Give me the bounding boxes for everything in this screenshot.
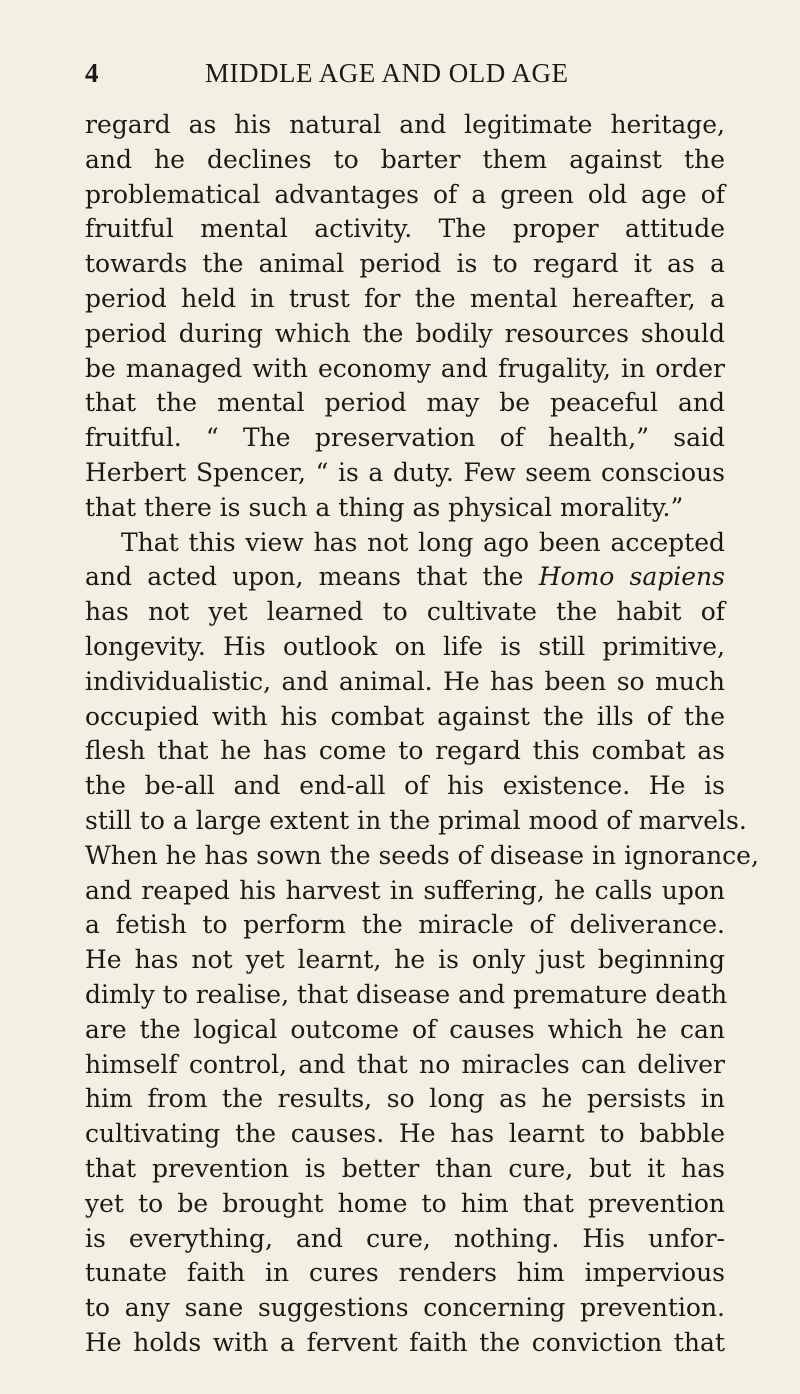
text-line: When he has sown the seeds of disease in ignorance, (85, 840, 759, 870)
text-line: is everything, and cure, nothing. His unfor- (85, 1223, 725, 1253)
text-line: still to a large extent in the primal mood of marvels. (85, 805, 747, 835)
text-line: and reaped his harvest in suffering, he calls upon (85, 875, 725, 905)
running-header (85, 58, 725, 92)
running-title: MIDDLE AGE AND OLD AGE (205, 58, 569, 88)
text-line: period held in trust for the mental hereafter, a (85, 283, 725, 313)
text-line: occupied with his combat against the ills of the (85, 701, 725, 731)
body-text (85, 108, 759, 1361)
text-line: be managed with economy and frugality, in order (85, 353, 725, 383)
text-line: regard as his natural and legitimate heritage, (85, 110, 725, 139)
text-line: that prevention is better than cure, but it has (85, 1153, 725, 1183)
text-line: fruitful. “ The preservation of health,” said (85, 423, 725, 453)
text-line: tunate faith in cures renders him impervious (85, 1258, 725, 1288)
text-line: He has not yet learnt, he is only just beginning (85, 945, 725, 975)
text-line: that there is such a thing as physical morality.” (85, 492, 684, 522)
text-line: yet to be brought home to him that prevention (85, 1188, 725, 1218)
text-line: He holds with a fervent faith the conviction that (85, 1327, 725, 1357)
text-line: dimly to realise, that disease and premature death (85, 979, 728, 1009)
text-line: fruitful mental activity. The proper attitude (85, 214, 725, 244)
text-line: That this view has not long ago been accepted (121, 527, 725, 557)
text-line: to any sane suggestions concerning prevention. (85, 1293, 725, 1323)
text-line: Herbert Spencer, “ is a duty. Few seem conscious (85, 457, 725, 487)
text-line: that the mental period may be peaceful and (85, 388, 725, 418)
text-line: cultivating the causes. He has learnt to babble (85, 1119, 725, 1149)
page-number: 4 (85, 58, 99, 88)
text-line: himself control, and that no miracles can deliver (85, 1049, 725, 1079)
text-line: towards the animal period is to regard it as a (85, 249, 725, 279)
text-line: him from the results, so long as he persists in (85, 1084, 725, 1114)
text-line: problematical advantages of a green old age of (85, 179, 725, 209)
text-line: individualistic, and animal. He has been so much (85, 666, 725, 696)
text-line: period during which the bodily resources should (85, 318, 725, 348)
text-line: a fetish to perform the miracle of deliverance. (85, 910, 725, 940)
italic-phrase: Homo sapiens (538, 562, 725, 592)
text-line: longevity. His outlook on life is still primitive, (85, 631, 725, 661)
text-line: has not yet learned to cultivate the habit of (85, 597, 725, 627)
text-line: and acted upon, means that the Homo sapiens (85, 562, 725, 592)
text-line: flesh that he has come to regard this combat as (85, 736, 725, 766)
text-line: are the logical outcome of causes which he can (85, 1014, 725, 1044)
text-line: the be-all and end-all of his existence. He is (85, 771, 725, 801)
text-line: and he declines to barter them against the (85, 144, 725, 174)
